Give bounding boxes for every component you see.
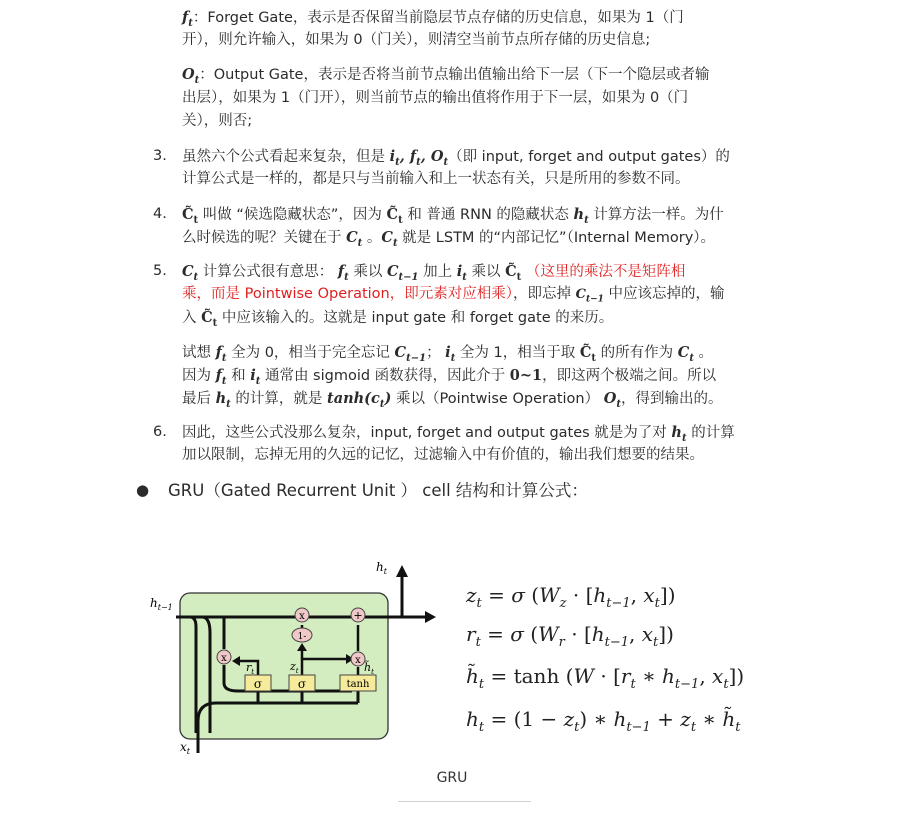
r-t-label: $r_t$ <box>246 661 255 676</box>
forget-gate-line2: 开），则允许输入，如果为 0（门关），则清空当前节点所存储的历史信息; <box>182 32 651 48</box>
item6-line1: 因此，这些公式没那么复杂，input, forget and output gates 就是为了对 $h_t$ 的计算 <box>182 424 735 444</box>
times-label-2: x <box>299 611 305 622</box>
item5-line3: 入 $C̃_t$ 中应该输入的。这就是 input gate 和 forget gate 的来历。 <box>182 309 614 329</box>
gru-bullet-icon: ● <box>136 481 150 499</box>
z-t-label: $z_t$ <box>290 660 299 675</box>
para-line2: 因为 $f_t$ 和 $i_t$ 通常由 sigmoid 函数获得，因此介于 0~1，即这两个极端之间。所以 <box>182 367 717 387</box>
item4-line2: 么时候选的呢？关键在于 $C_t$ 。$C_t$ 就是 LSTM 的“内部记忆”（Internal Memory）。 <box>182 229 716 249</box>
item3-line1: 虽然六个公式看起来复杂，但是 $i_t$, $f_t$, $O_t$（即 input, forget and output gates）的 <box>182 148 730 168</box>
equation-z: $z_t = \sigma$ ($W_z \cdot [h_{t-1}$, $x_t$]) <box>466 583 676 611</box>
item4-line1: $C̃_t$ 叫做 “候选隐藏状态”，因为 $C̃_t$ 和 普通 RNN 的隐藏状态 $h_t$ 计算方法一样。为什 <box>182 206 724 226</box>
equation-r: $r_t = \sigma$ ($W_r \cdot [h_{t-1}$, $x_t$]) <box>466 622 674 650</box>
output-gate-line1: $O_t$：Output Gate，表示是否将当前节点输出值输出给下一层（下一个隐层或者输 <box>182 66 710 86</box>
para-line1: 试想 $f_t$ 全为 0，相当于完全忘记 $C_{t-1}$； $i_t$ 全为 1，相当于取 $C̃_t$ 的所有作为 $C_t$ 。 <box>182 344 714 364</box>
tanh-label: tanh <box>346 679 370 690</box>
times-label-1: x <box>221 653 227 664</box>
h-tilde-label: $h̃_t$ <box>364 661 374 676</box>
list-number-6: 6. <box>153 424 167 440</box>
sigma-label-1: σ <box>253 677 263 691</box>
list-number-4: 4. <box>153 206 167 222</box>
item5-line1: $C_t$ 计算公式很有意思： $f_t$ 乘以 $C_{t-1}$ 加上 $i_t$ 乘以 $C̃_t$ （这里的乘法不是矩阵相 <box>182 263 686 283</box>
gru-cell-diagram <box>140 553 440 758</box>
plus-label: + <box>353 609 363 622</box>
one-minus-label: 1- <box>297 632 307 642</box>
output-gate-line3: 关），则否; <box>182 113 253 129</box>
equation-h: $h_t = (1 - z_t)$ ∗ $h_{t-1} + z_t$ ∗ $h̃_t$ <box>466 707 741 735</box>
h-t-minus-1-label: $h_{t-1}$ <box>150 596 173 612</box>
figure-caption: GRU <box>436 770 468 786</box>
forget-gate-line1: $f_t$：Forget Gate，表示是否保留当前隐层节点存储的历史信息，如果为 1（门 <box>182 9 684 29</box>
times-label-3: x <box>355 655 361 666</box>
item5-line2: 乘，而是 Pointwise Operation，即元素对应相乘），即忘掉 $C_{t-1}$ 中应该忘掉的，输 <box>182 286 725 305</box>
caption-divider <box>398 801 531 802</box>
item3-line2: 计算公式是一样的，都是只与当前输入和上一状态有关，只是所用的参数不同。 <box>182 171 690 187</box>
output-gate-line2: 出层），如果为 1（门开），则当前节点的输出值将作用于下一层，如果为 0（门 <box>182 90 689 106</box>
list-number-5: 5. <box>153 263 167 279</box>
list-number-3: 3. <box>153 148 167 164</box>
h-t-label: $h_t$ <box>376 560 387 576</box>
item6-line2: 加以限制，忘掉无用的久远的记忆，过滤输入中有价值的，输出我们想要的结果。 <box>182 447 704 463</box>
gru-heading: GRU（Gated Recurrent Unit ） cell 结构和计算公式： <box>168 481 588 500</box>
sigma-label-2: σ <box>297 677 307 691</box>
x-t-label: $x_t$ <box>180 740 190 756</box>
equation-h-tilde: $h̃_t = \tanh (W \cdot [r_t$ ∗ $h_{t-1}$, $x_t$]) <box>466 664 745 692</box>
para-line3: 最后 $h_t$ 的计算，就是 $\tanh(c_t)$ 乘以（Pointwise Operation） $O_t$，得到输出的。 <box>182 390 723 410</box>
